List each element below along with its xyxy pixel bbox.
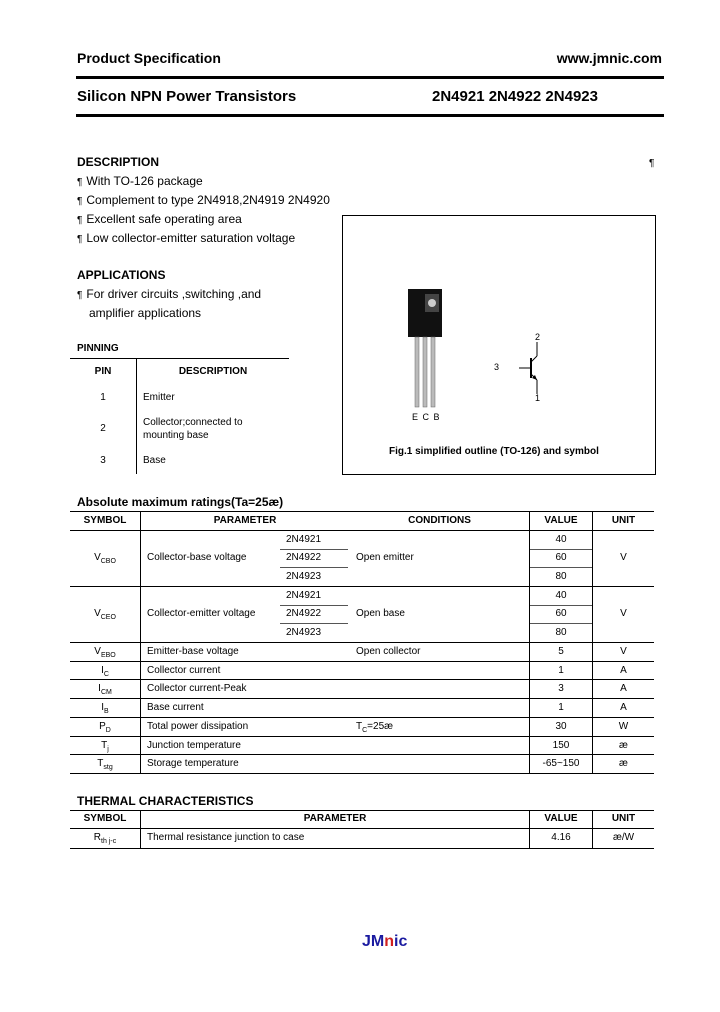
subrow-rule [280,623,348,624]
symbol-cell: $T_j$ [101,739,109,753]
ratings-header-parameter: PARAMETER [213,515,277,526]
value-cell: 1 [558,702,564,714]
subrow-rule [280,549,348,550]
unit-cell: æ [619,758,628,770]
subrow-rule [530,549,592,550]
pin-number: 2 [100,423,106,434]
parameter-cell: Junction temperature [147,739,241,751]
thermal-header-symbol: SYMBOL [83,813,127,824]
applications-title: APPLICATIONS [77,268,166,282]
row-rule [70,586,654,587]
condition-cell: Open collector [356,646,421,657]
value-cell: -65~150 [542,758,580,770]
subrow-rule [530,605,592,606]
package-outline-icon [343,216,655,474]
row-rule [70,773,654,774]
cond-vceo: Open base [356,608,405,619]
header-rule-bottom [76,114,664,117]
symbol-label-base: 3 [494,362,500,372]
figure-box [342,215,656,475]
pin-description: Base [143,455,166,466]
ratings-header-symbol: SYMBOL [83,515,127,526]
thermal-title: THERMAL CHARACTERISTICS [77,794,254,808]
applications-item: ¶ For driver circuits ,switching ,and [77,287,262,301]
pinning-header-pin: PIN [94,366,112,377]
ratings-title: Absolute maximum ratings(Ta=25æ) [77,495,284,509]
value-cell: 80 [555,571,567,582]
parameter-cell: Base current [147,702,204,714]
row-rule [70,642,654,643]
pin-number: 1 [100,392,106,403]
header-rule-top [76,76,664,79]
row-rule [70,679,654,680]
pin-number: 3 [100,455,106,466]
symbol-label-emitter: 1 [535,393,541,403]
thermal-header-parameter: PARAMETER [303,813,367,824]
symbol-cell: $I_B$ [101,702,109,716]
unit-cell: V [620,552,627,563]
thermal-rule-header [70,828,654,829]
thermal-header-value: VALUE [544,813,578,824]
value-cell: 1 [558,664,564,676]
parameter-cell: Emitter-base voltage [147,646,239,657]
pinning-header-desc: DESCRIPTION [178,366,248,377]
description-item: ¶ Excellent safe operating area [77,212,242,226]
ratings-rule-top [70,511,654,512]
value-cell: 80 [555,627,567,638]
condition-cell: $T_C=25æ$ [356,720,394,734]
parameter-cell: Storage temperature [147,758,239,770]
header-url[interactable]: www.jmnic.com [556,50,662,66]
value-cell: 60 [555,608,567,619]
subrow-rule [530,567,592,568]
bullet-icon: ¶ [77,177,83,188]
symbol-cell: $P_D$ [99,720,111,734]
ratings-header-value: VALUE [544,515,578,526]
unit-cell: V [620,608,627,619]
pin-description: Collector;connected to [143,417,243,428]
ratings-header-unit: UNIT [611,515,636,526]
bullet-icon: ¶ [77,234,83,245]
part-number: 2N4923 [286,571,322,582]
description-title: DESCRIPTION [77,155,160,169]
symbol-cell: $I_C$ [101,664,109,678]
unit-cell: W [618,720,629,732]
figure-caption: Fig.1 simplified outline (TO-126) and symbol [389,446,599,457]
value-cell: 3 [558,683,564,695]
cond-vcbo: Open emitter [356,552,414,563]
thermal-rule-bottom [70,848,654,849]
logo-part-a: JM [362,933,385,950]
jmnic-logo [362,933,407,951]
parameter-cell: Collector current [147,664,221,676]
part-number: 2N4922 [286,608,322,619]
unit-cell: A [620,664,627,676]
description-item: ¶ With TO-126 package [77,174,203,188]
subrow-rule [280,605,348,606]
thermal-param: Thermal resistance junction to case [147,832,305,843]
unit-cell: A [620,702,627,714]
part-numbers: 2N4921 2N4922 2N4923 [432,88,598,105]
description-item: ¶ Complement to type 2N4918,2N4919 2N4920 [77,193,330,207]
parameter-cell: Total power dissipation [147,720,249,732]
row-rule [70,754,654,755]
header-left: Product Specification [77,50,221,66]
thermal-unit: æ/W [612,832,635,843]
logo-part-c: ic [394,933,408,950]
value-cell: 150 [552,739,570,751]
ratings-header-conditions: CONDITIONS [408,515,471,526]
row-rule [70,717,654,718]
value-cell: 30 [555,720,567,732]
subrow-rule [280,567,348,568]
value-cell: 60 [555,552,567,563]
subrow-rule [530,623,592,624]
value-cell: 40 [555,590,567,601]
symbol-cell: $T_{stg}$ [97,758,113,772]
pin-description: Emitter [143,392,175,403]
thermal-rule-top [70,810,654,811]
row-rule [70,698,654,699]
thermal-header-unit: UNIT [611,813,636,824]
symbol-cell: $V_{EBO}$ [94,646,116,659]
pin-letters: E C B [412,412,441,422]
param-vceo: Collector-emitter voltage [147,608,256,619]
symbol-label-collector: 2 [535,332,541,342]
thermal-symbol: $R_{th j-c}$ [93,832,117,845]
row-rule [70,736,654,737]
description-item: ¶ Low collector-emitter saturation voltage [77,231,296,245]
bullet-icon: ¶ [77,196,83,207]
bullet-icon: ¶ [77,215,83,226]
part-number: 2N4921 [286,590,322,601]
pinning-rule [70,358,289,359]
symbol-cell: $I_{CM}$ [98,683,112,697]
part-number: 2N4921 [286,534,322,545]
parameter-cell: Collector current-Peak [147,683,247,695]
bullet-mark: ¶ [649,158,655,169]
param-vcbo: Collector-base voltage [147,552,247,563]
part-number: 2N4922 [286,552,322,563]
logo-part-b: n [384,933,395,950]
applications-item-cont: amplifier applications [89,306,202,320]
ratings-rule-header [70,530,654,531]
pin-description-cont: mounting base [143,430,209,441]
value-cell: 5 [558,646,564,657]
part-number: 2N4923 [286,627,322,638]
unit-cell: æ [619,739,628,751]
pinning-title: PINNING [77,343,119,354]
page-title: Silicon NPN Power Transistors [77,88,297,105]
unit-cell: V [620,646,627,657]
thermal-value: 4.16 [551,832,571,843]
symbol-vceo: $V_{CEO}$ [94,608,116,621]
npn-transistor-symbol-icon [503,328,583,408]
symbol-vcbo: $V_{CBO}$ [94,552,116,565]
value-cell: 40 [555,534,567,545]
unit-cell: A [620,683,627,695]
row-rule [70,661,654,662]
bullet-icon: ¶ [77,290,83,301]
